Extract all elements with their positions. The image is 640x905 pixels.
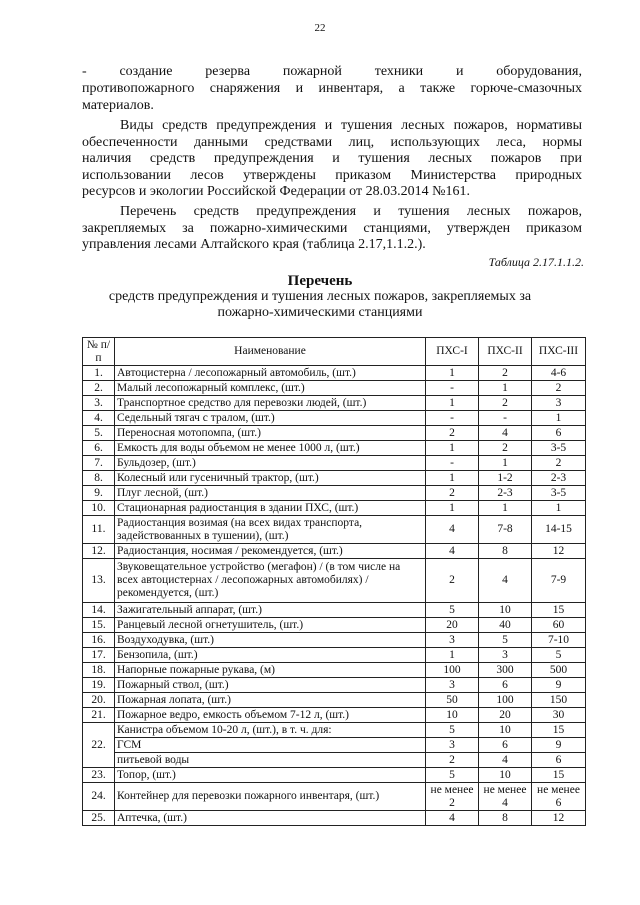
- paragraph-line: - создание резерва пожарной техники и оборудования,: [82, 64, 582, 79]
- row-value: 6: [532, 426, 586, 441]
- row-number: 6.: [83, 441, 115, 456]
- table-row: [83, 768, 586, 783]
- row-value: 3-5: [532, 441, 586, 456]
- row-name: ГСМ: [115, 738, 426, 753]
- row-number: 13.: [83, 559, 115, 603]
- row-value: 4: [426, 516, 479, 544]
- row-value: 2: [426, 559, 479, 603]
- header-phs-1: ПХС-I: [426, 338, 479, 366]
- row-number: 4.: [83, 411, 115, 426]
- paragraph-line: материалов.: [82, 98, 154, 113]
- paragraph-line: управления лесами Алтайского края (таблица 2.17,1.1.2.).: [82, 237, 426, 252]
- table-subtitle-line-1: средств предупреждения и тушения лесных пожаров, закрепляемых за: [108, 289, 532, 304]
- paragraph-line: наличия средств предупреждения и тушения лесных пожаров при: [82, 151, 582, 166]
- table-row: [83, 723, 586, 738]
- row-name: Пожарная лопата, (шт.): [115, 693, 426, 708]
- row-name: Плуг лесной, (шт.): [115, 486, 426, 501]
- table-row: [83, 708, 586, 723]
- row-number: 22.: [83, 723, 115, 768]
- table-row: [83, 693, 586, 708]
- table-row: [83, 501, 586, 516]
- row-value: 10: [479, 603, 532, 618]
- row-value: 1: [426, 366, 479, 381]
- row-number: 19.: [83, 678, 115, 693]
- table-row: [83, 678, 586, 693]
- row-number: 25.: [83, 811, 115, 826]
- row-value: 1: [426, 441, 479, 456]
- row-value: 7-9: [532, 559, 586, 603]
- row-name: Бензопила, (шт.): [115, 648, 426, 663]
- table-row: [83, 603, 586, 618]
- row-value: 500: [532, 663, 586, 678]
- table-reference: Таблица 2.17.1.1.2.: [488, 255, 584, 269]
- row-number: 24.: [83, 783, 115, 811]
- table-row: [83, 648, 586, 663]
- row-value: 12: [532, 811, 586, 826]
- row-name: питьевой воды: [115, 753, 426, 768]
- table-title: Перечень: [287, 273, 353, 289]
- row-number: 8.: [83, 471, 115, 486]
- page-number: 22: [314, 22, 326, 34]
- row-value: 1: [426, 396, 479, 411]
- row-value: 8: [479, 811, 532, 826]
- row-value: 6: [479, 738, 532, 753]
- row-name: Контейнер для перевозки пожарного инвентаря, (шт.): [115, 783, 426, 811]
- row-number: 7.: [83, 456, 115, 471]
- row-value: -: [426, 456, 479, 471]
- row-number: 1.: [83, 366, 115, 381]
- row-value: 150: [532, 693, 586, 708]
- row-value: 100: [479, 693, 532, 708]
- row-name: Воздуходувка, (шт.): [115, 633, 426, 648]
- row-number: 21.: [83, 708, 115, 723]
- row-value: 2: [479, 441, 532, 456]
- table-row: [83, 471, 586, 486]
- row-value: не менее 2: [426, 783, 479, 811]
- row-value: 20: [426, 618, 479, 633]
- row-value: 5: [426, 603, 479, 618]
- row-number: 12.: [83, 544, 115, 559]
- row-value: 10: [479, 768, 532, 783]
- table-row: [83, 811, 586, 826]
- row-value: 2: [532, 456, 586, 471]
- row-name: Бульдозер, (шт.): [115, 456, 426, 471]
- row-number: 3.: [83, 396, 115, 411]
- row-value: 1: [479, 456, 532, 471]
- row-value: 3: [479, 648, 532, 663]
- table-row: [83, 753, 586, 768]
- table-row: [83, 396, 586, 411]
- equipment-table: [82, 337, 586, 826]
- paragraph-line: обеспеченности данными средствами лиц, использующих леса, нормы: [82, 135, 582, 150]
- paragraph-line: Виды средств предупреждения и тушения лесных пожаров, нормативы: [120, 118, 582, 133]
- row-value: 2: [479, 396, 532, 411]
- row-value: 1: [532, 501, 586, 516]
- table-row: [83, 441, 586, 456]
- table-row: [83, 411, 586, 426]
- table-row: [83, 559, 586, 603]
- row-value: 2: [426, 753, 479, 768]
- row-value: 10: [479, 723, 532, 738]
- row-value: 300: [479, 663, 532, 678]
- row-value: 12: [532, 544, 586, 559]
- row-value: 7-10: [532, 633, 586, 648]
- row-number: 18.: [83, 663, 115, 678]
- row-value: 5: [426, 723, 479, 738]
- row-value: 4: [479, 559, 532, 603]
- row-name: Стационарная радиостанция в здании ПХС, (шт.): [115, 501, 426, 516]
- header-phs-3: ПХС-III: [532, 338, 586, 366]
- row-name: Радиостанция возимая (на всех видах транспорта, задействованных в тушении), (шт.): [115, 516, 426, 544]
- row-value: 1: [532, 411, 586, 426]
- row-value: 9: [532, 678, 586, 693]
- paragraph-line: противопожарного снаряжения и инвентаря, а также горюче-смазочных: [82, 81, 582, 96]
- row-value: не менее 4: [479, 783, 532, 811]
- row-value: 3: [426, 633, 479, 648]
- row-value: 2: [426, 426, 479, 441]
- row-name: Напорные пожарные рукава, (м): [115, 663, 426, 678]
- row-value: -: [426, 381, 479, 396]
- table-row: [83, 618, 586, 633]
- row-value: 3: [426, 678, 479, 693]
- row-name: Автоцистерна / лесопожарный автомобиль, (шт.): [115, 366, 426, 381]
- row-value: 1-2: [479, 471, 532, 486]
- row-name: Колесный или гусеничный трактор, (шт.): [115, 471, 426, 486]
- row-number: 5.: [83, 426, 115, 441]
- row-name: Радиостанция, носимая / рекомендуется, (шт.): [115, 544, 426, 559]
- row-value: 4: [426, 811, 479, 826]
- row-value: 1: [479, 381, 532, 396]
- table-row: [83, 544, 586, 559]
- table-row: [83, 633, 586, 648]
- row-value: 1: [426, 648, 479, 663]
- row-value: 1: [426, 501, 479, 516]
- table-row: [83, 486, 586, 501]
- row-name: Переносная мотопомпа, (шт.): [115, 426, 426, 441]
- row-value: 4: [479, 426, 532, 441]
- row-value: 9: [532, 738, 586, 753]
- row-value: 14-15: [532, 516, 586, 544]
- row-number: 17.: [83, 648, 115, 663]
- row-name: Зажигательный аппарат, (шт.): [115, 603, 426, 618]
- row-value: 60: [532, 618, 586, 633]
- row-name: Пожарное ведро, емкость объемом 7-12 л, (шт.): [115, 708, 426, 723]
- row-number: 9.: [83, 486, 115, 501]
- table-row: [83, 366, 586, 381]
- row-value: 8: [479, 544, 532, 559]
- row-value: 15: [532, 768, 586, 783]
- paragraph-line: Перечень средств предупреждения и тушения лесных пожаров,: [120, 204, 582, 219]
- row-value: 10: [426, 708, 479, 723]
- row-value: 7-8: [479, 516, 532, 544]
- table-row: [83, 663, 586, 678]
- table-row: [83, 381, 586, 396]
- header-name: Наименование: [115, 338, 426, 366]
- row-value: 1: [426, 471, 479, 486]
- table-header-row: [83, 338, 586, 366]
- table-row: [83, 783, 586, 811]
- row-value: 3: [426, 738, 479, 753]
- row-value: не менее 6: [532, 783, 586, 811]
- row-value: 4: [426, 544, 479, 559]
- row-name: Транспортное средство для перевозки людей, (шт.): [115, 396, 426, 411]
- row-value: 15: [532, 603, 586, 618]
- paragraph-line: использовании лесов утверждены приказом Министерства природных: [82, 168, 582, 183]
- header-num: № п/п: [83, 338, 115, 366]
- row-value: 4: [479, 753, 532, 768]
- row-name: Звуковещательное устройство (мегафон) / (в том числе на всех автоцистернах / лесопожарных автомобилях) / рекомендуется, (шт.): [115, 559, 426, 603]
- row-value: 15: [532, 723, 586, 738]
- row-value: 2-3: [479, 486, 532, 501]
- row-number: 15.: [83, 618, 115, 633]
- row-value: 4-6: [532, 366, 586, 381]
- row-value: 40: [479, 618, 532, 633]
- row-value: 50: [426, 693, 479, 708]
- row-number: 16.: [83, 633, 115, 648]
- row-name: Ранцевый лесной огнетушитель, (шт.): [115, 618, 426, 633]
- row-value: 5: [426, 768, 479, 783]
- row-value: 2: [426, 486, 479, 501]
- row-name: Пожарный ствол, (шт.): [115, 678, 426, 693]
- row-value: 20: [479, 708, 532, 723]
- row-number: 23.: [83, 768, 115, 783]
- row-value: -: [479, 411, 532, 426]
- row-value: 3: [532, 396, 586, 411]
- header-phs-2: ПХС-II: [479, 338, 532, 366]
- row-value: -: [426, 411, 479, 426]
- paragraph-line: ресурсов и экологии Российской Федерации от 28.03.2014 №161.: [82, 184, 470, 199]
- row-value: 30: [532, 708, 586, 723]
- row-name: Аптечка, (шт.): [115, 811, 426, 826]
- row-value: 5: [532, 648, 586, 663]
- table-row: [83, 516, 586, 544]
- row-value: 6: [532, 753, 586, 768]
- row-name: Емкость для воды объемом не менее 1000 л, (шт.): [115, 441, 426, 456]
- row-name: Топор, (шт.): [115, 768, 426, 783]
- row-number: 14.: [83, 603, 115, 618]
- paragraph-line: закрепляемых за пожарно-химическими станциями, утвержден приказом: [82, 221, 582, 236]
- row-value: 2: [479, 366, 532, 381]
- table-row: [83, 738, 586, 753]
- row-number: 2.: [83, 381, 115, 396]
- table-row: [83, 426, 586, 441]
- row-value: 1: [479, 501, 532, 516]
- row-number: 20.: [83, 693, 115, 708]
- row-name: Малый лесопожарный комплекс, (шт.): [115, 381, 426, 396]
- row-number: 10.: [83, 501, 115, 516]
- row-number: 11.: [83, 516, 115, 544]
- row-value: 2: [532, 381, 586, 396]
- row-value: 3-5: [532, 486, 586, 501]
- table-row: [83, 456, 586, 471]
- row-name: Седельный тягач с тралом, (шт.): [115, 411, 426, 426]
- row-value: 5: [479, 633, 532, 648]
- row-value: 100: [426, 663, 479, 678]
- table-subtitle-line-2: пожарно-химическими станциями: [217, 305, 423, 320]
- row-value: 2-3: [532, 471, 586, 486]
- row-name: Канистра объемом 10-20 л, (шт.), в т. ч. для:: [115, 723, 426, 738]
- row-value: 6: [479, 678, 532, 693]
